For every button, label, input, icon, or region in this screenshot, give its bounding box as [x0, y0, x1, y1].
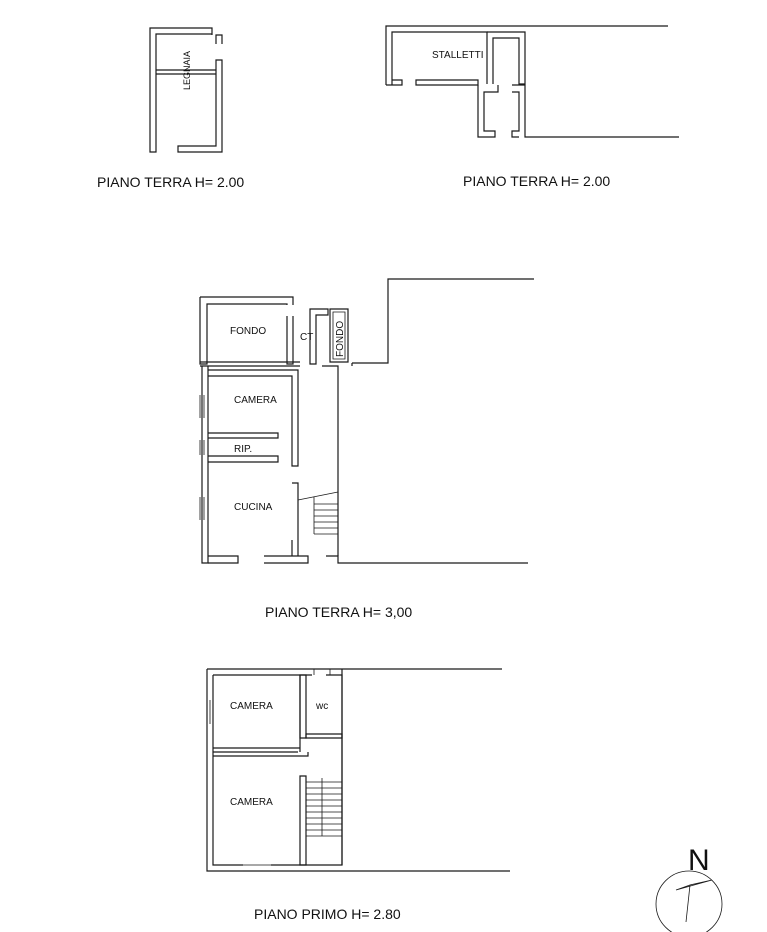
ground-floor-plan — [200, 279, 534, 563]
stalletti-plan — [386, 26, 679, 137]
first-floor-stairs — [306, 778, 342, 836]
ground-floor-caption: PIANO TERRA H= 3,00 — [265, 604, 413, 620]
rip-label: RIP. — [234, 444, 253, 455]
north-label: N — [688, 844, 710, 877]
camera-ground-label: CAMERA — [234, 395, 277, 406]
camera-first-1-label: CAMERA — [230, 701, 273, 712]
north-arrow-icon — [656, 844, 722, 932]
ground-floor-stairs — [298, 492, 338, 534]
stalletti-label: STALLETTI — [432, 50, 484, 61]
ct-label: CT — [300, 332, 314, 343]
legnaia-label: LEGNAIA — [182, 50, 192, 90]
first-floor-caption: PIANO PRIMO H= 2.80 — [254, 906, 401, 922]
fondo-label: FONDO — [230, 326, 267, 337]
fondo-small-label: FONDO — [335, 320, 346, 357]
stalletti-plan-caption: PIANO TERRA H= 2.00 — [463, 173, 611, 189]
first-floor-plan — [207, 669, 510, 871]
legnaia-plan — [150, 28, 222, 152]
wc-label: wc — [316, 701, 329, 712]
cucina-label: CUCINA — [234, 502, 273, 513]
legnaia-plan-caption: PIANO TERRA H= 2.00 — [97, 174, 245, 190]
camera-first-2-label: CAMERA — [230, 797, 273, 808]
